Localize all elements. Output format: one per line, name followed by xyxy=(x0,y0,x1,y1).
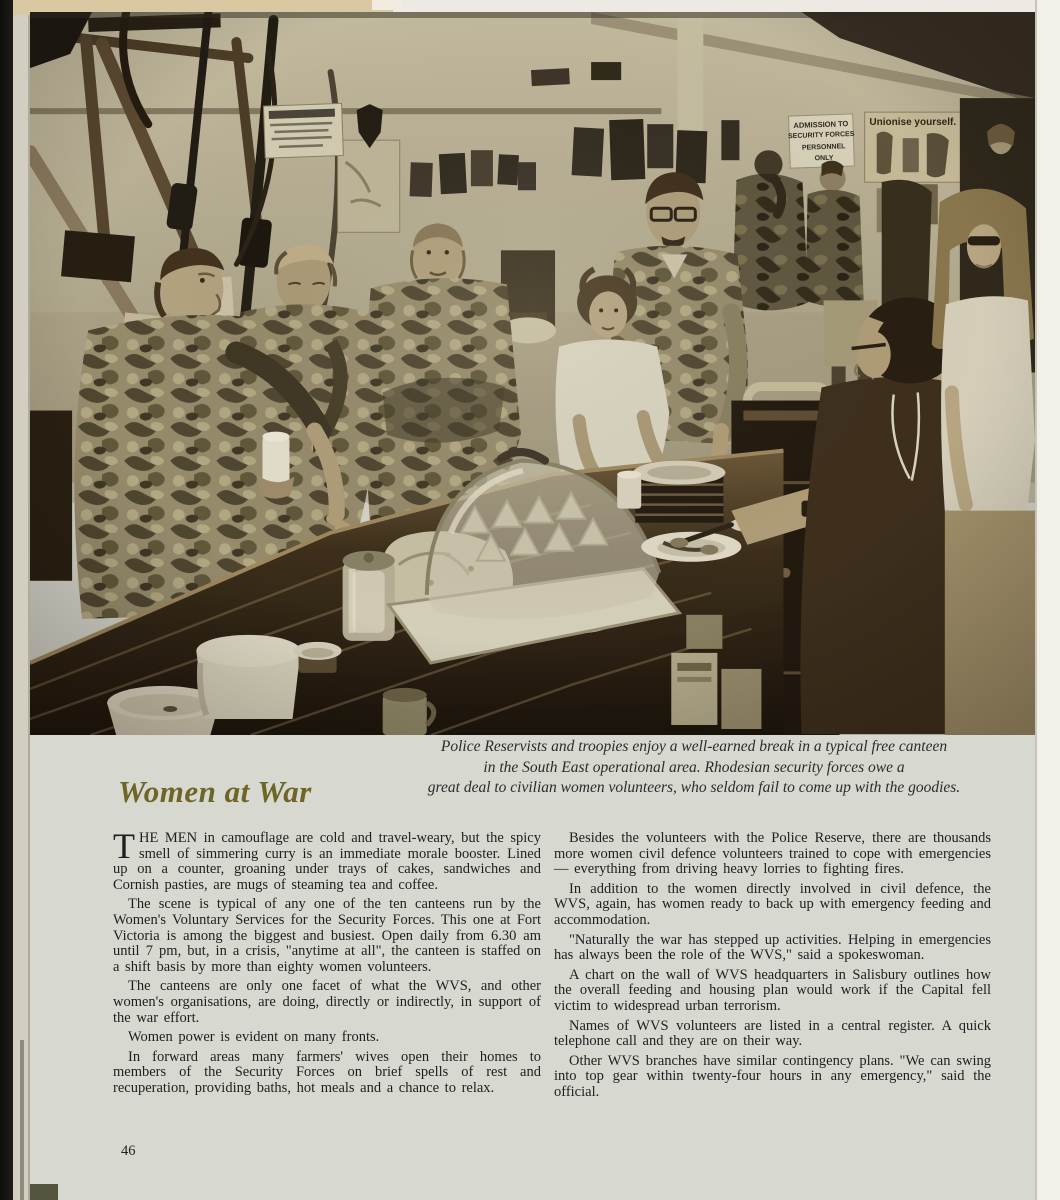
page-edge-left xyxy=(13,0,30,1200)
paragraph: Other WVS branches have similar contingency plans. "We can swing into top gear within twenty-four hours in any emergency," said the official. xyxy=(554,1052,991,1100)
article-title: Women at War xyxy=(118,774,312,809)
canteen-photograph xyxy=(30,12,1035,735)
article-body xyxy=(113,826,991,1105)
paragraph: Names of WVS volunteers are listed in a central register. A quick telephone call and they are on their way. xyxy=(554,1017,991,1050)
caption-line: Police Reservists and troopies enjoy a well-earned break in a typical free canteen xyxy=(440,738,948,755)
page-top-edge xyxy=(393,0,1035,12)
page-number: 46 xyxy=(121,1143,136,1159)
page-edge-crease xyxy=(20,1040,24,1200)
caption-line: in the South East operational area. Rhodesian security forces owe a xyxy=(483,758,905,776)
caption-line: great deal to civilian women volunteers, who seldom fail to come up with the goodies. xyxy=(427,779,961,796)
photo-caption xyxy=(383,737,1005,799)
paragraph: Women power is evident on many fronts. xyxy=(128,1029,380,1046)
paper-tab xyxy=(372,0,402,10)
right-column xyxy=(554,831,991,1105)
paragraph: "Naturally the war has stepped up activities. Helping in emergencies has always been the role of the WVS," said a spokeswoman. xyxy=(554,931,991,964)
book-gutter-shadow xyxy=(0,0,13,1200)
paragraph: The scene is typical of any one of the ten canteens run by the Women's Voluntary Services for the Security Forces. This one at Fort Victoria is among the biggest and busiest. Open daily from 6.30 am until 7 pm, but, in a crisis, "anytime at all", the canteen is staffed on a shift basis by more than eighty women volunteers. xyxy=(113,896,541,975)
paragraph: The canteens are only one facet of what the WVS, and other women's organisations, are doing, directly or indirectly, in support of the war effort. xyxy=(113,978,541,1026)
drop-cap: T xyxy=(113,826,135,866)
paragraph-text: HE MEN in camouflage are cold and travel-weary, but the spicy smell of simmering curry is an immediate morale booster. Lined up on a counter, groaning under trays of cakes, sandwiches and Cornish pasties, are mugs of steaming tea and coffee. xyxy=(113,830,541,893)
page-edge-right xyxy=(1035,0,1060,1200)
paragraph xyxy=(113,826,541,893)
scan-corner-artifact xyxy=(30,1184,58,1200)
paragraph: Besides the volunteers with the Police Reserve, there are thousands more women civil defence volunteers trained to cope with emergencies — everything from driving heavy lorries to fighting fires. xyxy=(554,830,991,878)
paragraph: In addition to the women directly involved in civil defence, the WVS, again, has women ready to back up with emergency feeding and accommodation. xyxy=(554,880,991,928)
paragraph: A chart on the wall of WVS headquarters in Salisbury outlines how the overall feeding and housing plan would work if the Capital fell victim to widespread urban terrorism. xyxy=(554,966,991,1014)
paragraph: In forward areas many farmers' wives open their homes to members of the Security Forces on brief spells of rest and recuperation, providing baths, hot meals and a chance to relax. xyxy=(113,1048,541,1096)
left-column xyxy=(113,826,541,1105)
